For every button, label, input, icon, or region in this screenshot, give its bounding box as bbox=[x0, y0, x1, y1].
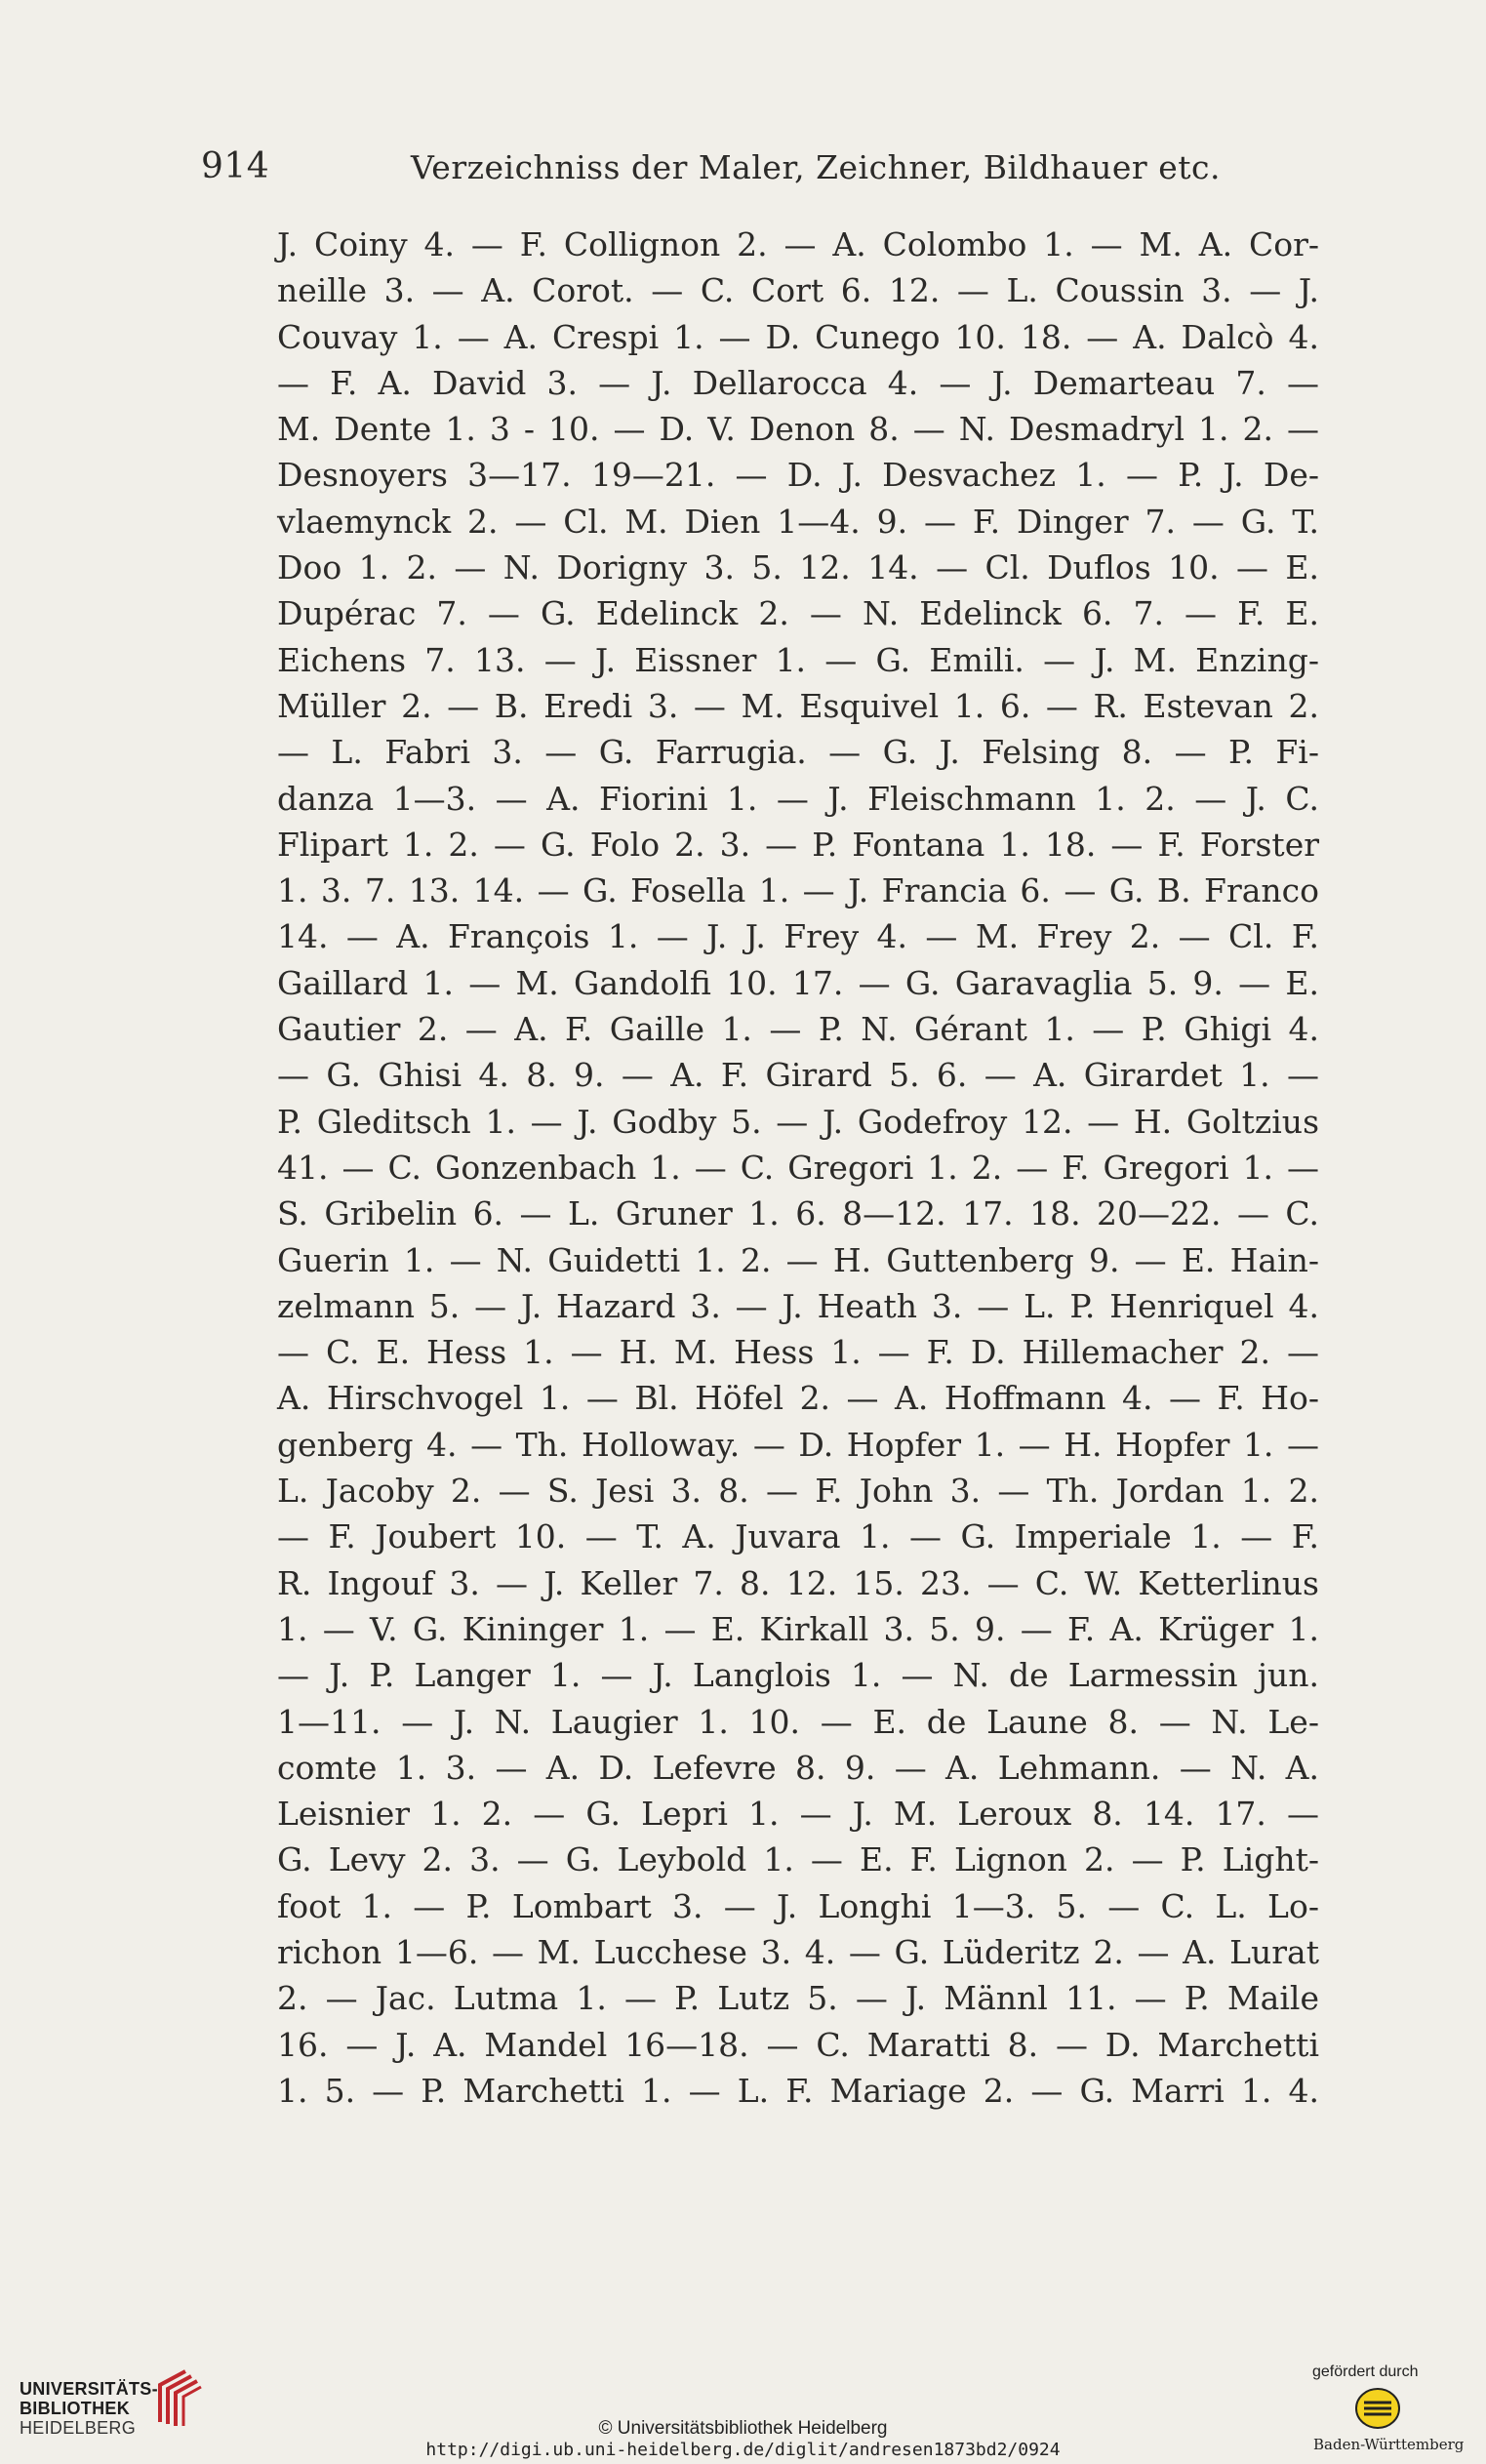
text-line: — L. Fabri 3. — G. Farrugia. — G. J. Felsing 8. — P. Fi- bbox=[277, 733, 1319, 772]
running-title: Verzeichniss der Maler, Zeichner, Bildhauer etc. bbox=[411, 148, 1221, 186]
text-line: — F. A. David 3. — J. Dellarocca 4. — J. Demarteau 7. — bbox=[277, 363, 1319, 402]
library-name-line2: BIBLIOTHEK bbox=[20, 2399, 130, 2418]
library-name-line1: UNIVERSITÄTS- bbox=[20, 2379, 158, 2399]
copyright-notice: © Universitätsbibliothek Heidelberg bbox=[598, 2418, 888, 2439]
text-line: Doo 1. 2. — N. Dorigny 3. 5. 12. 14. — Cl. Duflos 10. — E. bbox=[277, 548, 1319, 587]
funder-label: gefördert durch bbox=[1312, 2363, 1419, 2380]
text-line: Gautier 2. — A. F. Gaille 1. — P. N. Gérant 1. — P. Ghigi 4. bbox=[277, 1010, 1319, 1049]
text-line: G. Levy 2. 3. — G. Leybold 1. — E. F. Lignon 2. — P. Light- bbox=[277, 1840, 1319, 1879]
text-line: richon 1—6. — M. Lucchese 3. 4. — G. Lüderitz 2. — A. Lurat bbox=[277, 1932, 1319, 1971]
funder-name: Baden-Württemberg bbox=[1313, 2436, 1465, 2453]
text-line: 16. — J. A. Mandel 16—18. — C. Maratti 8. — D. Marchetti bbox=[277, 2025, 1319, 2064]
text-line: P. Gleditsch 1. — J. Godby 5. — J. Godefroy 12. — H. Goltzius bbox=[277, 1102, 1319, 1141]
permalink-url[interactable]: http://digi.ub.uni-heidelberg.de/diglit/andresen1873bd2/0924 bbox=[425, 2440, 1061, 2460]
text-line: Desnoyers 3—17. 19—21. — D. J. Desvachez 1. — P. J. De- bbox=[277, 456, 1319, 495]
text-line: comte 1. 3. — A. D. Lefevre 8. 9. — A. Lehmann. — N. A. bbox=[277, 1748, 1319, 1787]
text-line: 14. — A. François 1. — J. J. Frey 4. — M. Frey 2. — Cl. F. bbox=[277, 917, 1319, 956]
text-line: neille 3. — A. Corot. — C. Cort 6. 12. — L. Coussin 3. — J. bbox=[277, 271, 1319, 310]
coat-of-arms-icon bbox=[1354, 2387, 1401, 2430]
text-line: danza 1—3. — A. Fiorini 1. — J. Fleischmann 1. 2. — J. C. bbox=[277, 779, 1319, 818]
text-line: foot 1. — P. Lombart 3. — J. Longhi 1—3. 5. — C. L. Lo- bbox=[277, 1886, 1319, 1925]
text-line: S. Gribelin 6. — L. Gruner 1. 6. 8—12. 17. 18. 20—22. — C. bbox=[277, 1194, 1319, 1233]
text-line: — F. Joubert 10. — T. A. Juvara 1. — G. Imperiale 1. — F. bbox=[277, 1517, 1319, 1556]
text-line: J. Coiny 4. — F. Collignon 2. — A. Colombo 1. — M. A. Cor- bbox=[277, 225, 1319, 263]
library-name-line3: HEIDELBERG bbox=[20, 2418, 137, 2438]
text-line: M. Dente 1. 3 - 10. — D. V. Denon 8. — N. Desmadryl 1. 2. — bbox=[277, 410, 1319, 449]
footer bbox=[0, 2342, 1486, 2464]
text-line: Eichens 7. 13. — J. Eissner 1. — G. Emili. — J. M. Enzing- bbox=[277, 640, 1319, 679]
page-number: 914 bbox=[201, 146, 270, 186]
text-line: L. Jacoby 2. — S. Jesi 3. 8. — F. John 3. — Th. Jordan 1. 2. bbox=[277, 1472, 1319, 1511]
text-line: Gaillard 1. — M. Gandolfi 10. 17. — G. Garavaglia 5. 9. — E. bbox=[277, 963, 1319, 1002]
text-line: 1. 5. — P. Marchetti 1. — L. F. Mariage 2. — G. Marri 1. 4. bbox=[277, 2071, 1319, 2110]
text-line: Leisnier 1. 2. — G. Lepri 1. — J. M. Leroux 8. 14. 17. — bbox=[277, 1795, 1319, 1834]
text-line: 1—11. — J. N. Laugier 1. 10. — E. de Laune 8. — N. Le- bbox=[277, 1702, 1319, 1741]
text-line: Dupérac 7. — G. Edelinck 2. — N. Edelinck 6. 7. — F. E. bbox=[277, 594, 1319, 633]
text-line: A. Hirschvogel 1. — Bl. Höfel 2. — A. Hoffmann 4. — F. Ho- bbox=[277, 1379, 1319, 1418]
text-line: 1. — V. G. Kininger 1. — E. Kirkall 3. 5. 9. — F. A. Krüger 1. bbox=[277, 1609, 1319, 1648]
text-line: R. Ingouf 3. — J. Keller 7. 8. 12. 15. 23. — C. W. Ketterlinus bbox=[277, 1563, 1319, 1602]
text-line: Couvay 1. — A. Crespi 1. — D. Cunego 10. 18. — A. Dalcò 4. bbox=[277, 317, 1319, 356]
text-line: zelmann 5. — J. Hazard 3. — J. Heath 3. — L. P. Henriquel 4. bbox=[277, 1286, 1319, 1325]
text-line: — C. E. Hess 1. — H. M. Hess 1. — F. D. Hillemacher 2. — bbox=[277, 1333, 1319, 1372]
text-line: Guerin 1. — N. Guidetti 1. 2. — H. Guttenberg 9. — E. Hain- bbox=[277, 1240, 1319, 1279]
text-line: Müller 2. — B. Eredi 3. — M. Esquivel 1. 6. — R. Estevan 2. bbox=[277, 686, 1319, 725]
text-line: 1. 3. 7. 13. 14. — G. Fosella 1. — J. Francia 6. — G. B. Franco bbox=[277, 871, 1319, 910]
text-line: — G. Ghisi 4. 8. 9. — A. F. Girard 5. 6. — A. Girardet 1. — bbox=[277, 1056, 1319, 1095]
text-line: Flipart 1. 2. — G. Folo 2. 3. — P. Fontana 1. 18. — F. Forster bbox=[277, 825, 1319, 864]
text-line: vlaemynck 2. — Cl. M. Dien 1—4. 9. — F. Dinger 7. — G. T. bbox=[277, 502, 1319, 541]
text-line: — J. P. Langer 1. — J. Langlois 1. — N. de Larmessin jun. bbox=[277, 1656, 1319, 1695]
text-line: 41. — C. Gonzenbach 1. — C. Gregori 1. 2. — F. Gregori 1. — bbox=[277, 1148, 1319, 1187]
page-header bbox=[201, 146, 1323, 195]
text-line: genberg 4. — Th. Holloway. — D. Hopfer 1. — H. Hopfer 1. — bbox=[277, 1425, 1319, 1464]
text-line: 2. — Jac. Lutma 1. — P. Lutz 5. — J. Männl 11. — P. Maile bbox=[277, 1979, 1319, 2018]
index-text bbox=[277, 222, 1319, 2114]
